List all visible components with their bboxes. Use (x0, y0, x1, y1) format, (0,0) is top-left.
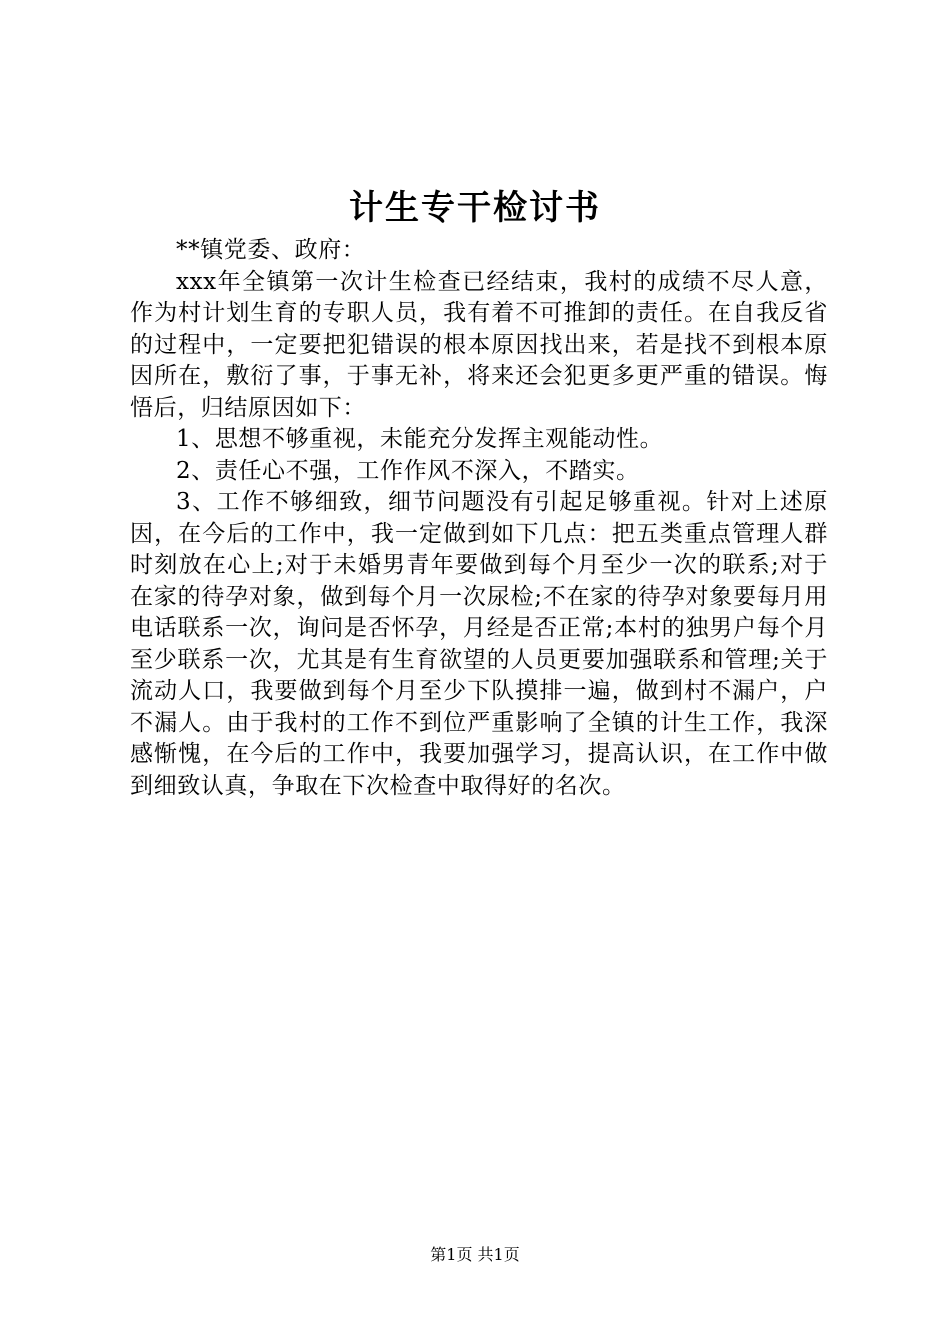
paragraph-intro: xxx年全镇第一次计生检查已经结束，我村的成绩不尽人意，作为村计划生育的专职人员，我有着不可推卸的责任。在自我反省的过程中，一定要把犯错误的根本原因找出来，若是找不到根本原因所在，敷衍了事，于事无补，将来还会犯更多更严重的错误。悔悟后，归结原因如下： (130, 268, 828, 421)
paragraph-item-2: 2、责任心不强，工作作风不深入，不踏实。 (176, 457, 640, 484)
document-body (130, 235, 828, 802)
salutation: **镇党委、政府： (176, 237, 366, 263)
document-title: 计生专干检讨书 (349, 188, 601, 228)
page-footer: 第1页 共1页 (430, 1245, 520, 1264)
paragraph-item-3: 3、工作不够细致，细节问题没有引起足够重视。针对上述原因，在今后的工作中，我一定做到如下几点：把五类重点管理人群时刻放在心上;对于未婚男青年要做到每个月至少一次的联系;对于在家的待孕对象，做到每个月一次尿检;不在家的待孕对象要每月用电话联系一次，询问是否怀孕，月经是否正常;本村的独男户每个月至少联系一次，尤其是有生育欲望的人员更要加强联系和管理;关于流动人口，我要做到每个月至少下队摸排一遍，做到村不漏户，户不漏人。由于我村的工作不到位严重影响了全镇的计生工作，我深感惭愧，在今后的工作中，我要加强学习，提高认识，在工作中做到细致认真，争取在下次检查中取得好的名次。 (130, 489, 828, 799)
paragraph-item-1: 1、思想不够重视，未能充分发挥主观能动性。 (176, 426, 664, 452)
